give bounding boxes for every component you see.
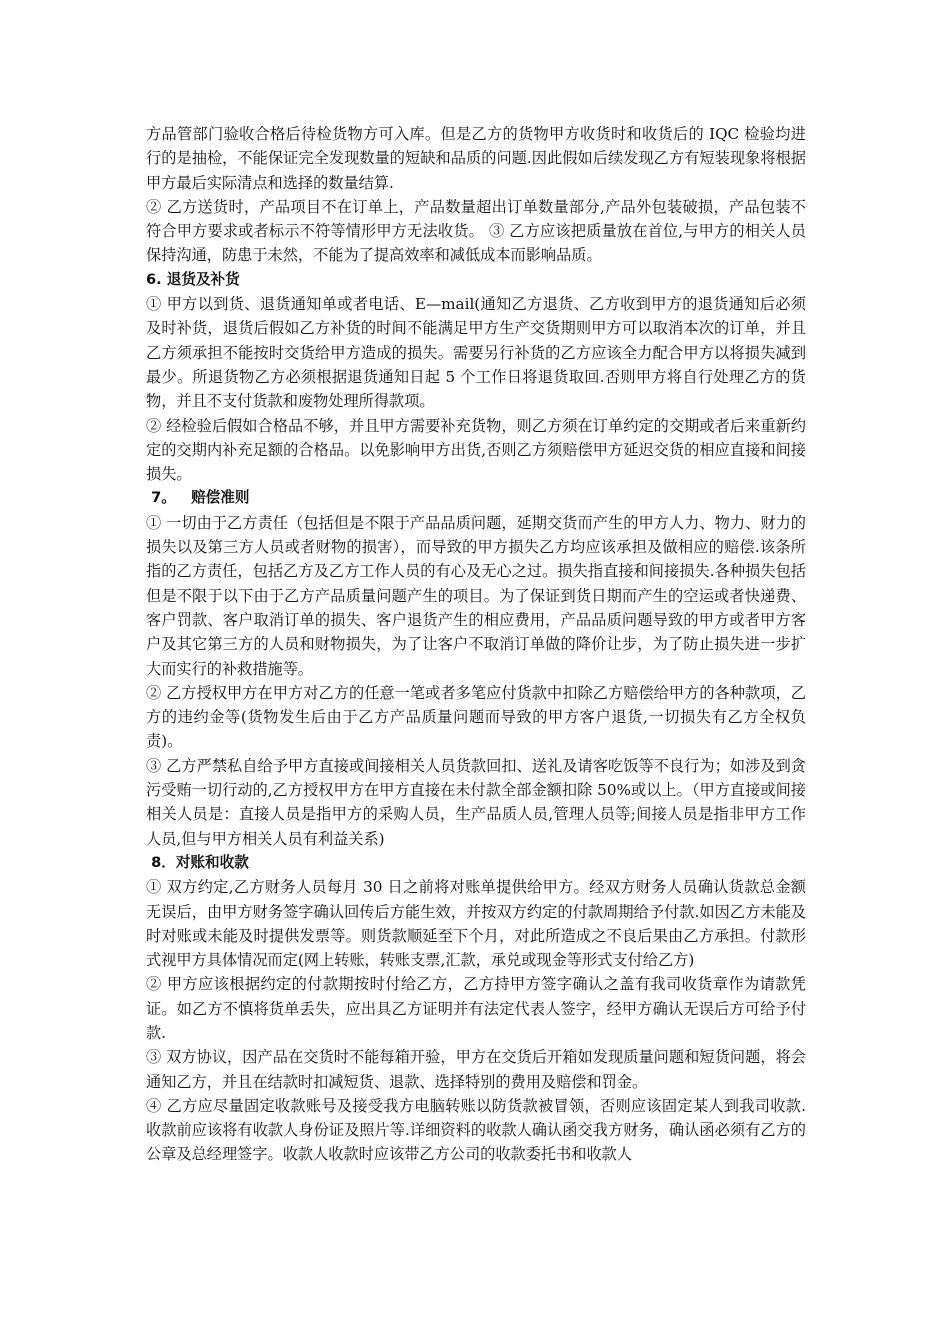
para-recon-1: ① 双方约定,乙方财务人员每月 30 日之前将对账单提供给甲方。经双方财务人员确认货款总金额无误后，由甲方财务签字确认回传后方能生效，并按双方约定的付款周期给予付款.如因乙方未能及时对账或未能及时提供发票等。则货款顺延至下个月，对此所造成之不良后果由乙方承担。付款形式视甲方具体情况而定(网上转账，转账支票,汇款，承兑或现金等形式支付给乙方) [146, 878, 806, 970]
document-page [146, 122, 806, 1167]
para-recon-4: ④ 乙方应尽量固定收款账号及接受我方电脑转账以防货款被冒领，否则应该固定某人到我司收款.收款前应该将有收款人身份证及照片等.详细资料的收款人确认函交我方财务，确认函必须有乙方的公章及总经理签字。收款人收款时应该带乙方公司的收款委托书和收款人 [146, 1096, 806, 1164]
para-return-2: ② 经检验后假如合格品不够，并且甲方需要补充货物，则乙方须在订单约定的交期或者后来重新约定的交期内补充足额的合格品。以免影响甲方出货,否则乙方须赔偿甲方延迟交货的相应直接和间接损失。 [146, 416, 806, 484]
para-intro: 方品管部门验收合格后待检货物方可入库。但是乙方的货物甲方收货时和收货后的 IQC 检验均进行的是抽检，不能保证完全发现数量的短缺和品质的问题.因此假如后续发现乙方有短装现象将根据甲方最后实际清点和选择的数量结算. [146, 125, 806, 192]
para-comp-3: ③ 乙方严禁私自给予甲方直接或间接相关人员货款回扣、送礼及请客吃饭等不良行为；如涉及到贪污受贿一切行动的,乙方授权甲方在甲方直接在未付款全部金额扣除 50%或以上。（甲方直接或间接相关人员是：直接人员是指甲方的采购人员，生产品质人员,管理人员等;间接人员是指非甲方工作人员,但与甲方相关人员有利益关系) [146, 756, 806, 848]
heading-section-6: 6. 退货及补货 [146, 270, 240, 288]
para-delivery-2: ② 乙方送货时，产品项目不在订单上，产品数量超出订单数量部分,产品外包装破损，产品包装不符合甲方要求或者标示不符等情形甲方无法收货。 ③ 乙方应该把质量放在首位,与甲方的相关人员保持沟通，防患于未然，不能为了提高效率和减低成本而影响品质。 [146, 197, 806, 265]
para-recon-2: ② 甲方应该根据约定的付款期按时付给乙方，乙方持甲方签字确认之盖有我司收货章作为请款凭证。如乙方不慎将货单丢失，应出具乙方证明并有法定代表人签字，经甲方确认无误后方可给予付款. [146, 975, 806, 1042]
para-comp-2: ② 乙方授权甲方在甲方对乙方的任意一笔或者多笔应付货款中扣除乙方赔偿给甲方的各种款项，乙方的违约金等(货物发生后由于乙方产品质量问题而导致的甲方客户退货,一切损失有乙方全权负责)。 [146, 683, 806, 751]
para-recon-3: ③ 双方协议，因产品在交货时不能每箱开验，甲方在交货后开箱如发现质量问题和短货问题，将会通知乙方，并且在结款时扣减短货、退款、选择特别的费用及赔偿和罚金。 [146, 1048, 806, 1091]
heading-section-7: 7。 赔偿准则 [146, 489, 250, 507]
para-comp-1: ① 一切由于乙方责任（包括但是不限于产品品质问题，延期交货而产生的甲方人力、物力、财力的损失以及第三方人员或者财物的损害），而导致的甲方损失乙方均应该承担及做相应的赔偿.该条所指的乙方责任，包括乙方及乙方工作人员的有心及无心之过。损失指直接和间接损失.各种损失包括但是不限于以下由于乙方产品质量问题产生的项目。为了保证到货日期而产生的空运或者快递费、客户罚款、客户取消订单的损失、客户退货产生的相应费用，产品品质问题导致的甲方或者甲方客户及其它第三方的人员和财物损失，为了让客户不取消订单做的降价让步，为了防止损失进一步扩大而实行的补救措施等。 [146, 513, 806, 678]
para-return-1: ① 甲方以到货、退货通知单或者电话、E—mail(通知乙方退货、乙方收到甲方的退货通知后必须及时补货，退货后假如乙方补货的时间不能满足甲方生产交货期则甲方可以取消本次的订单，并且乙方须承担不能按时交货给甲方造成的损失。需要另行补货的乙方应该全力配合甲方以将损失减到最少。所退货物乙方必须根据退货通知日起 5 个工作日将退货取回.否则甲方将自行处理乙方的货物，并且不支付货款和废物处理所得款项。 [146, 295, 806, 411]
heading-section-8: 8．对账和收款 [146, 853, 249, 871]
